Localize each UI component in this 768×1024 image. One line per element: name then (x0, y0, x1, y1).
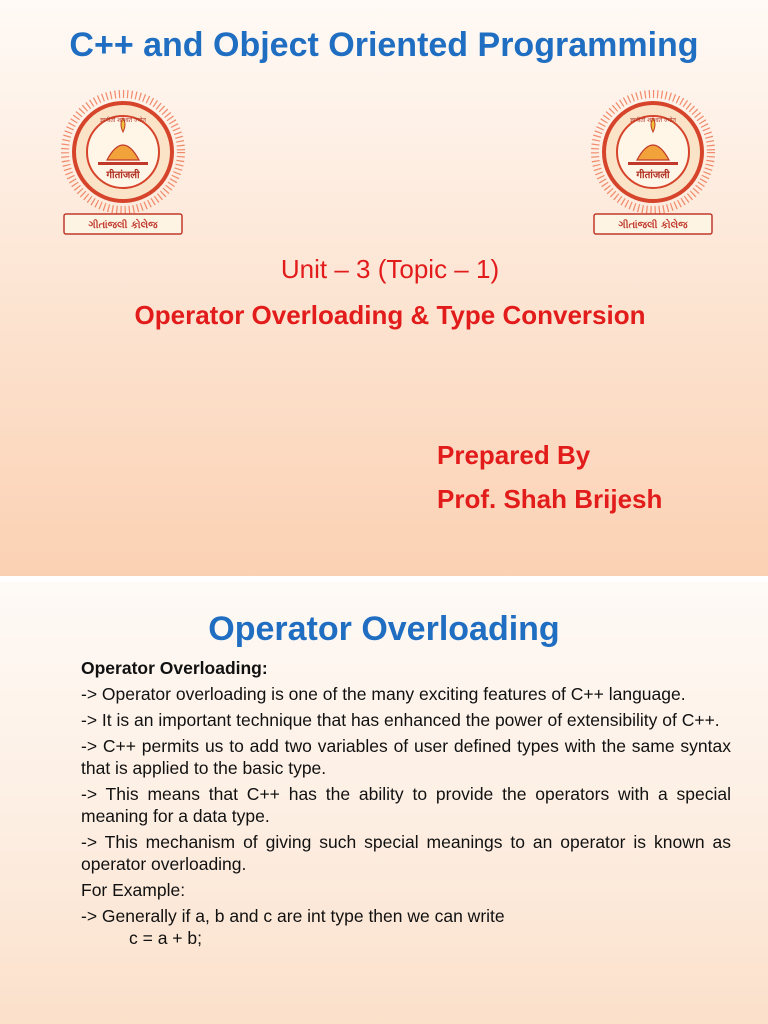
college-logo-right (582, 90, 724, 238)
bullet-paragraph: -> Operator overloading is one of the many exciting features of C++ language. (81, 684, 686, 704)
college-logo-left (52, 90, 194, 238)
logo-banner-text: ગીતાંજલી કોલેજ (88, 220, 158, 231)
unit-subtitle: Unit – 3 (Topic – 1) (280, 254, 500, 284)
logo-banner-text: ગીતાંજલી કોલેજ (618, 220, 688, 231)
logo-top-text: ज्ञानीतो शाश्वत ज्योत (630, 117, 676, 124)
bullet-paragraph: -> C++ permits us to add two variables of user defined types with the same syntax that is applied to the basic type. (81, 736, 731, 778)
slide-body (81, 657, 731, 949)
author-block (437, 433, 662, 521)
prepared-by-label: Prepared By (437, 440, 591, 470)
logo-center-text: गीतांजली (106, 170, 140, 181)
course-title: C++ and Object Oriented Programming (69, 26, 699, 64)
bullet-paragraph: -> This means that C++ has the ability to provide the operators with a special meaning for a data type. (81, 784, 731, 826)
bullet-paragraph: -> It is an important technique that has enhanced the power of extensibility of C++. (81, 710, 720, 730)
logo-center-text: गीतांजली (636, 170, 670, 181)
example-line: -> Generally if a, b and c are int type then we can write (81, 906, 505, 926)
topic-subtitle: Operator Overloading & Type Conversion (134, 300, 646, 330)
example-label: For Example: (81, 880, 186, 900)
code-line: c = a + b; (129, 928, 202, 948)
bullet-paragraph: -> This mechanism of giving such special meanings to an operator is known as operator overloading. (81, 832, 731, 874)
logo-top-text: ज्ञानीतो शाश्वत ज्योत (100, 117, 146, 124)
section-heading: Operator Overloading: (81, 658, 268, 678)
slide-title: Operator Overloading (208, 610, 560, 648)
author-name: Prof. Shah Brijesh (437, 484, 663, 514)
content-slide (0, 582, 768, 1024)
